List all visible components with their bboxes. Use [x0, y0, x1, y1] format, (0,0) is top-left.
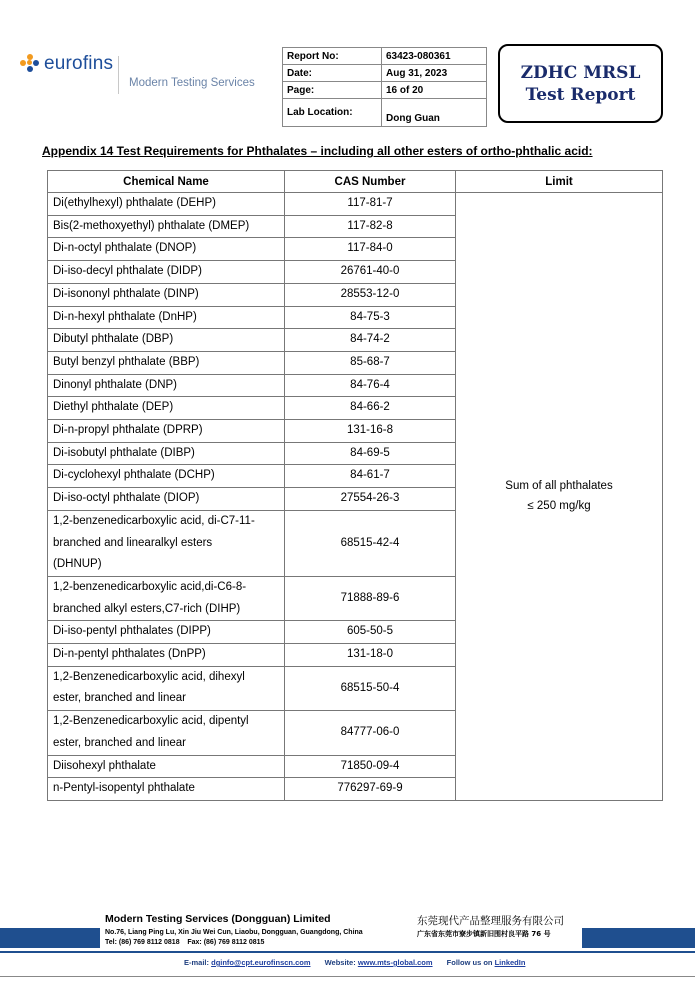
cas-number-cell: 71850-09-4 — [285, 755, 456, 778]
follow-label: Follow us on — [446, 958, 493, 967]
cas-number-cell: 84-75-3 — [285, 306, 456, 329]
page-label: Page: — [283, 82, 382, 99]
header-chemical-name: Chemical Name — [48, 171, 285, 193]
chemical-name-line: 1,2-benzenedicarboxylic acid, di-C7-11- — [53, 514, 255, 527]
header-cas-number: CAS Number — [285, 171, 456, 193]
report-meta-table — [282, 47, 487, 127]
limit-line-1: Sum of all phthalates — [505, 480, 613, 493]
chemical-name-cell — [48, 576, 285, 620]
cas-number-cell: 27554-26-3 — [285, 488, 456, 511]
chemical-name-cell: Dinonyl phthalate (DNP) — [48, 374, 285, 397]
chemical-name-line: ester, branched and linear — [53, 692, 186, 705]
chemical-name-cell: Di(ethylhexyl) phthalate (DEHP) — [48, 193, 285, 216]
appendix-title: Appendix 14 Test Requirements for Phthalates – including all other esters of ortho-phthalic acid: — [42, 144, 593, 158]
cas-number-cell: 26761-40-0 — [285, 261, 456, 284]
cas-number-cell: 131-16-8 — [285, 420, 456, 443]
email-link[interactable]: dginfo@cpt.eurofinscn.com — [211, 958, 311, 967]
header-limit: Limit — [456, 171, 663, 193]
chemical-name-cell: Diisohexyl phthalate — [48, 755, 285, 778]
cas-number-cell: 85-68-7 — [285, 351, 456, 374]
linkedin-link[interactable]: LinkedIn — [494, 958, 526, 967]
logo-text: eurofins — [44, 53, 114, 74]
email-label: E-mail: — [184, 958, 210, 967]
chemical-name-cell: Di-n-propyl phthalate (DPRP) — [48, 420, 285, 443]
chemical-name-cell: Bis(2-methoxyethyl) phthalate (DMEP) — [48, 215, 285, 238]
zdhc-report-badge — [498, 44, 663, 123]
chemical-name-cell — [48, 711, 285, 755]
cas-number-cell: 84-66-2 — [285, 397, 456, 420]
footer-tel-fax: Tel: (86) 769 8112 0818 Fax: (86) 769 8112 0815 — [105, 939, 265, 946]
table-header-row — [48, 171, 663, 193]
cas-number-cell: 131-18-0 — [285, 644, 456, 667]
footer-address: No.76, Liang Ping Lu, Xin Jiu Wei Cun, Liaobu, Dongguan, Guangdong, China — [105, 929, 363, 936]
chemical-name-cell: Di-cyclohexyl phthalate (DCHP) — [48, 465, 285, 488]
chemical-name-cell: Di-isobutyl phthalate (DIBP) — [48, 442, 285, 465]
chemical-name-line: (DHNUP) — [53, 558, 102, 571]
chemical-name-line: branched and linearalkyl esters — [53, 536, 213, 549]
chemical-name-cell: Di-n-pentyl phthalates (DnPP) — [48, 644, 285, 667]
cas-number-cell: 28553-12-0 — [285, 283, 456, 306]
cas-number-cell: 84-69-5 — [285, 442, 456, 465]
cas-number-cell: 776297-69-9 — [285, 778, 456, 801]
badge-line-2: Test Report — [525, 84, 636, 105]
chemical-name-line: branched alkyl esters,C7-rich (DIHP) — [53, 602, 241, 615]
chemical-name-cell: Dibutyl phthalate (DBP) — [48, 329, 285, 352]
footer-contacts — [184, 958, 525, 967]
date-value: Aug 31, 2023 — [382, 65, 487, 82]
cas-number-cell: 84777-06-0 — [285, 711, 456, 755]
logo-subtitle: Modern Testing Services — [129, 77, 255, 89]
cas-number-cell: 71888-89-6 — [285, 576, 456, 620]
footer-bottom-line — [0, 976, 695, 977]
chemical-name-cell: Di-n-hexyl phthalate (DnHP) — [48, 306, 285, 329]
footer-company-cn: 东莞现代产品整理服务有限公司 — [417, 915, 564, 927]
chemical-name-line: 1,2-Benzenedicarboxylic acid, dipentyl — [53, 715, 249, 728]
limit-line-2: ≤ 250 mg/kg — [527, 500, 591, 513]
cas-number-cell: 68515-50-4 — [285, 666, 456, 710]
footer-address-cn: 广东省东莞市寮步镇新旧围村良平路 76 号 — [417, 930, 551, 938]
chemical-name-cell: Di-iso-decyl phthalate (DIDP) — [48, 261, 285, 284]
footer-rule — [0, 951, 695, 953]
chemical-name-line: 1,2-Benzenedicarboxylic acid, dihexyl — [53, 670, 245, 683]
cas-number-cell: 605-50-5 — [285, 621, 456, 644]
chemical-name-cell: n-Pentyl-isopentyl phthalate — [48, 778, 285, 801]
cas-number-cell: 84-74-2 — [285, 329, 456, 352]
table-body — [48, 193, 663, 801]
date-label: Date: — [283, 65, 382, 82]
limit-cell — [456, 193, 663, 801]
cas-number-cell: 117-81-7 — [285, 193, 456, 216]
chemical-name-cell: Di-isononyl phthalate (DINP) — [48, 283, 285, 306]
lab-location-label: Lab Location: — [283, 99, 382, 127]
badge-line-1: ZDHC MRSL — [520, 62, 641, 83]
chemical-name-cell: Butyl benzyl phthalate (BBP) — [48, 351, 285, 374]
report-number-label: Report No: — [283, 48, 382, 65]
chemical-name-line: 1,2-benzenedicarboxylic acid,di-C6-8- — [53, 580, 247, 593]
cas-number-cell: 84-76-4 — [285, 374, 456, 397]
website-label: Website: — [324, 958, 356, 967]
chemical-name-line: ester, branched and linear — [53, 736, 186, 749]
eurofins-logo — [20, 53, 113, 75]
lab-location-value: Dong Guan — [382, 99, 487, 127]
chemical-name-cell — [48, 510, 285, 576]
chemical-name-cell: Di-iso-octyl phthalate (DIOP) — [48, 488, 285, 511]
chemical-name-cell — [48, 666, 285, 710]
cas-number-cell: 117-82-8 — [285, 215, 456, 238]
report-number-value: 63423-080361 — [382, 48, 487, 65]
eurofins-logo-icon — [20, 54, 40, 74]
table-row — [48, 193, 663, 216]
cas-number-cell: 84-61-7 — [285, 465, 456, 488]
chemical-name-cell: Di-iso-pentyl phthalates (DIPP) — [48, 621, 285, 644]
phthalates-table — [47, 170, 663, 801]
cas-number-cell: 68515-42-4 — [285, 510, 456, 576]
footer-company: Modern Testing Services (Dongguan) Limited — [105, 913, 331, 925]
website-link[interactable]: www.mts-global.com — [357, 958, 433, 967]
chemical-name-cell: Diethyl phthalate (DEP) — [48, 397, 285, 420]
logo-divider — [118, 56, 119, 94]
cas-number-cell: 117-84-0 — [285, 238, 456, 261]
chemical-name-cell: Di-n-octyl phthalate (DNOP) — [48, 238, 285, 261]
page-value: 16 of 20 — [382, 82, 487, 99]
